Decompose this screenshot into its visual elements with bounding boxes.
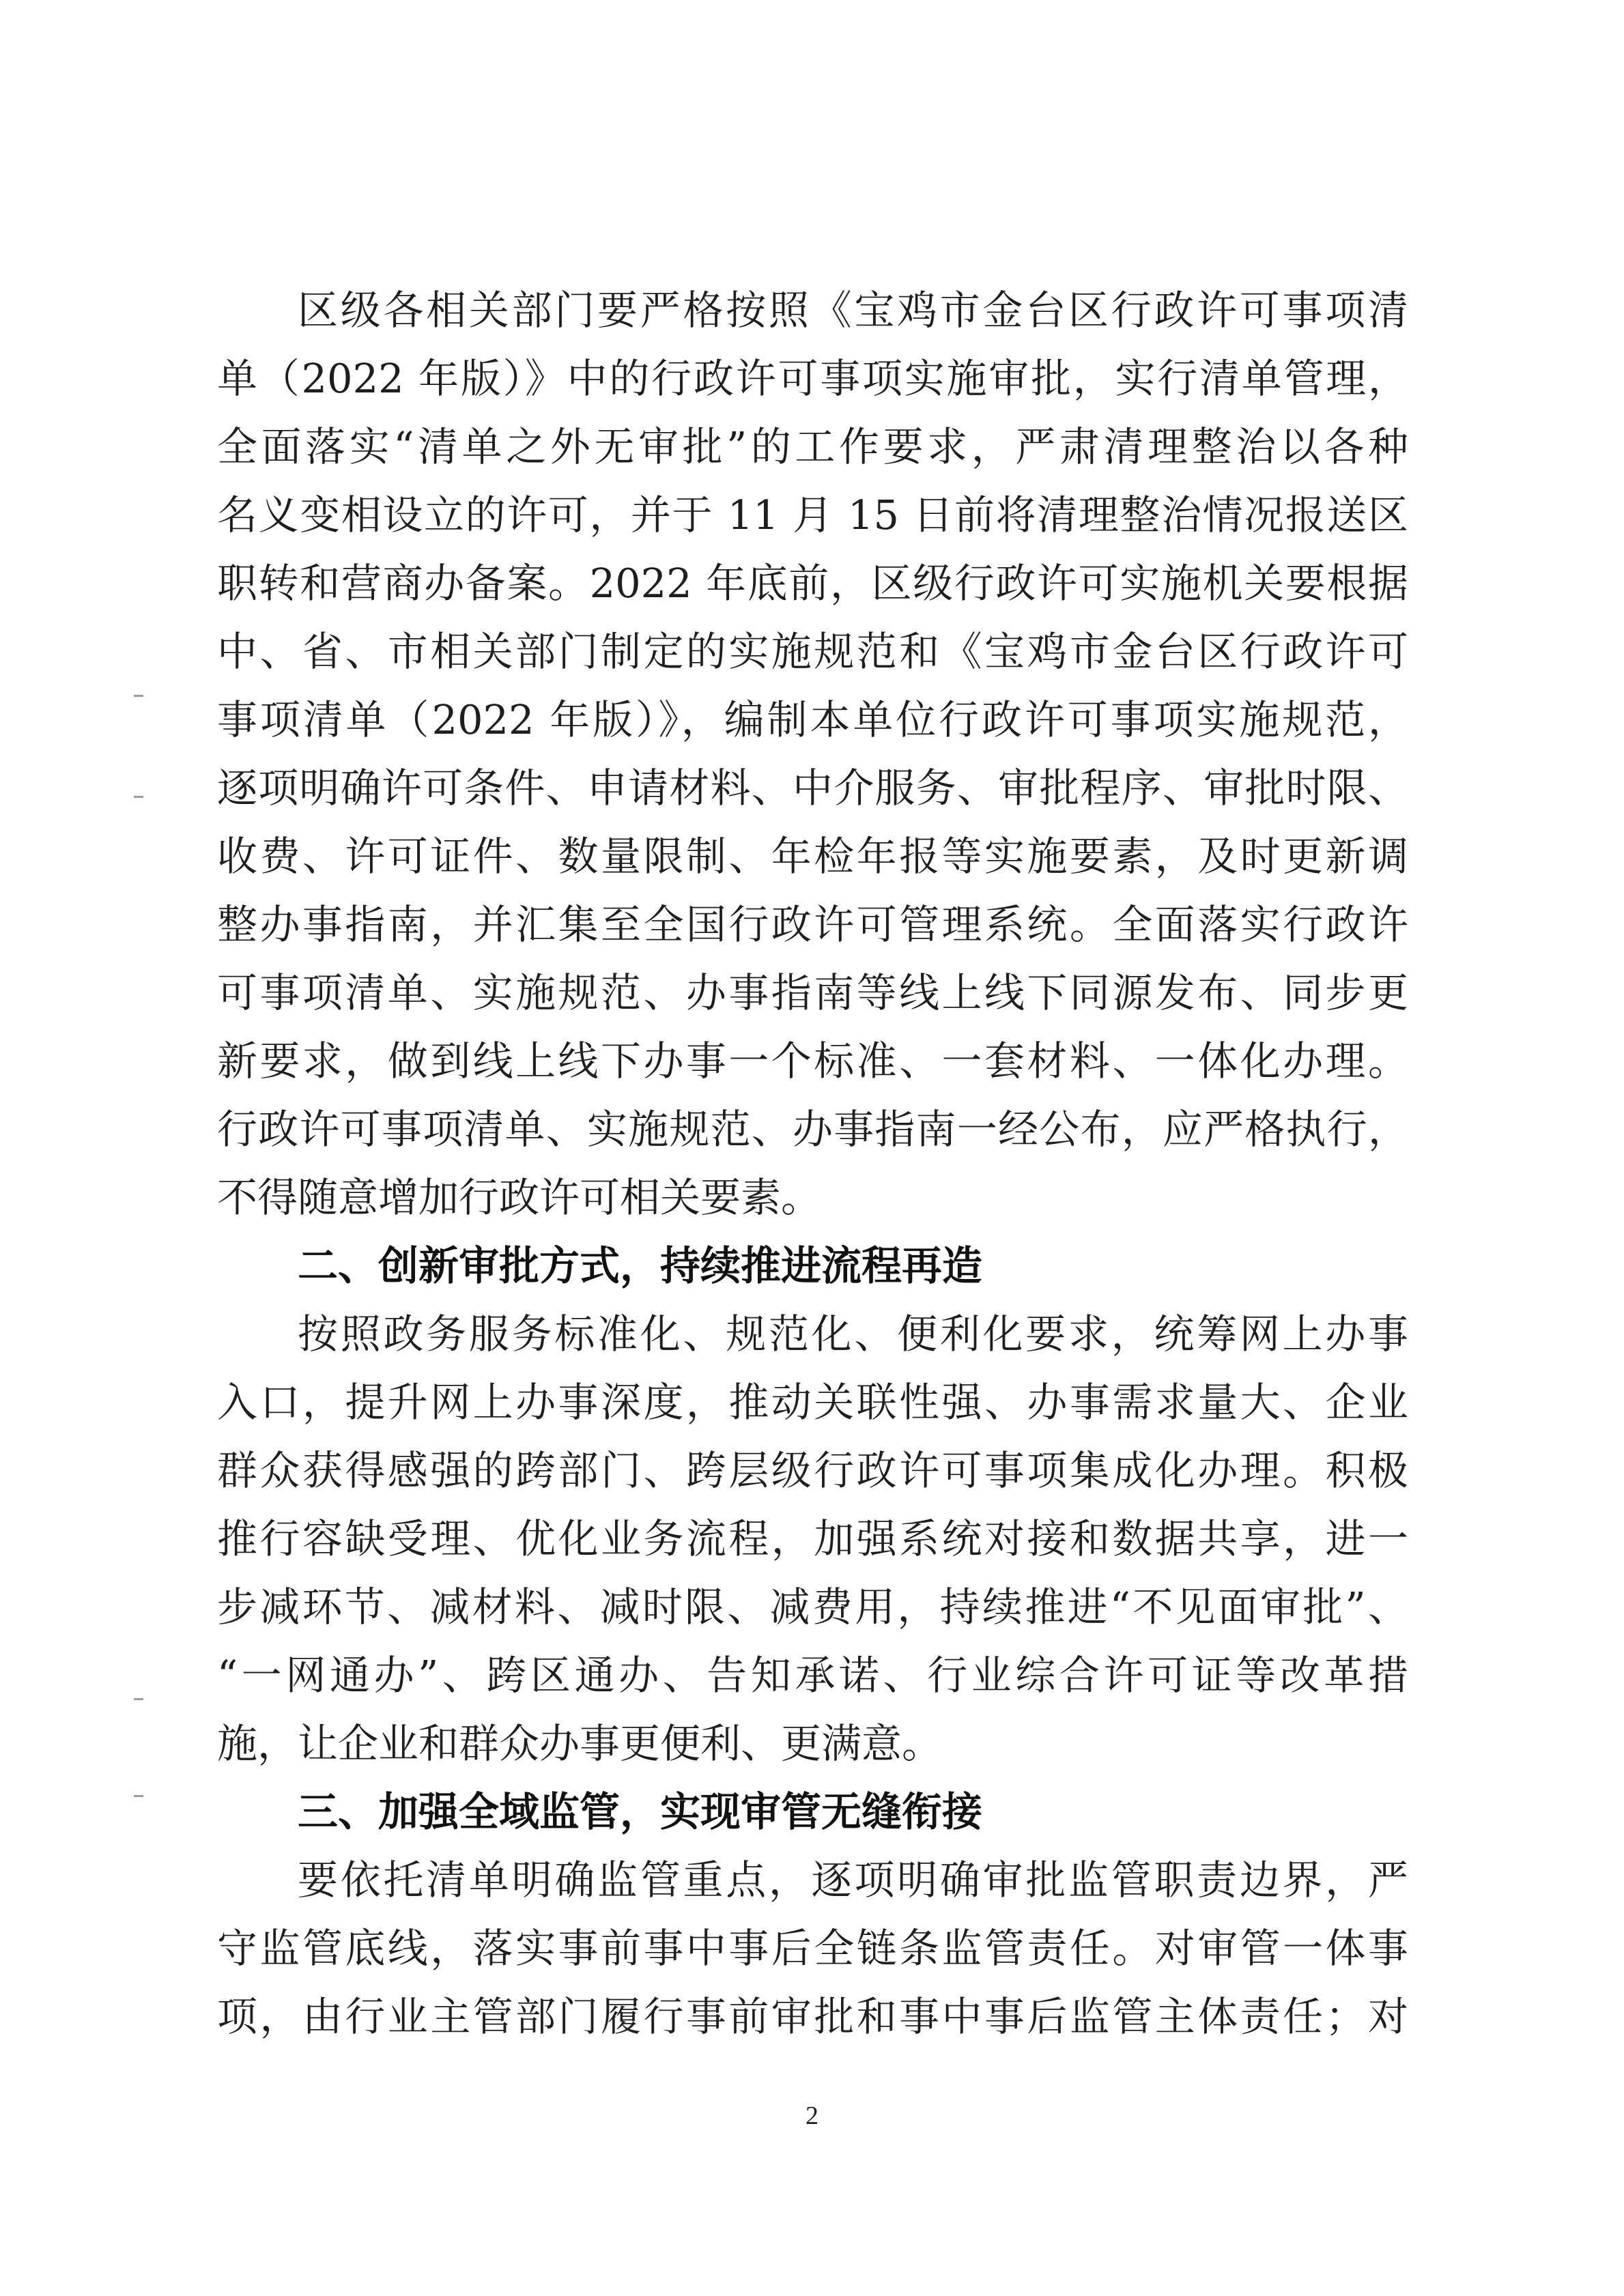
paragraph-line: 要依托清单明确监管重点，逐项明确审批监管职责边界，严 (298, 1856, 1408, 1904)
scan-mark (134, 1698, 143, 1700)
paragraph-line: 入口，提升网上办事深度，推动关联性强、办事需求量大、企业 (217, 1379, 1408, 1426)
section-heading-2: 二、创新审批方式，持续推进流程再造 (298, 1242, 983, 1289)
paragraph-line: “一网通办”、跨区通办、告知承诺、行业综合许可证等改革措 (217, 1652, 1408, 1699)
paragraph-line: 单（2022 年版）》中的行政许可事项实施审批，实行清单管理， (217, 355, 1408, 402)
scan-mark (134, 796, 143, 798)
paragraph-line: 逐项明确许可条件、申请材料、中介服务、审批程序、审批时限、 (217, 764, 1408, 812)
paragraph-line: 名义变相设立的许可，并于 11 月 15 日前将清理整治情况报送区 (217, 491, 1408, 539)
paragraph-line: 职转和营商办备案。2022 年底前，区级行政许可实施机关要根据 (217, 560, 1408, 607)
paragraph-line: 施，让企业和群众办事更便利、更满意。 (217, 1720, 943, 1767)
paragraph-line: 不得随意增加行政许可相关要素。 (217, 1174, 822, 1221)
paragraph-line: 行政许可事项清单、实施规范、办事指南一经公布，应严格执行， (217, 1106, 1408, 1153)
paragraph-line: 整办事指南，并汇集至全国行政许可管理系统。全面落实行政许 (217, 901, 1408, 948)
paragraph-line: 区级各相关部门要严格按照《宝鸡市金台区行政许可事项清 (298, 287, 1408, 334)
paragraph-line: 项，由行业主管部门履行事前审批和事中事后监管主体责任；对 (217, 1993, 1408, 2040)
paragraph-line: 全面落实“清单之外无审批”的工作要求，严肃清理整治以各种 (217, 423, 1408, 470)
paragraph-line: 事项清单（2022 年版）》，编制本单位行政许可事项实施规范， (217, 696, 1408, 743)
paragraph-line: 推行容缺受理、优化业务流程，加强系统对接和数据共享，进一 (217, 1515, 1408, 1562)
scan-mark (134, 695, 143, 697)
section-heading-3: 三、加强全域监管，实现审管无缝衔接 (298, 1788, 983, 1835)
paragraph-line: 步减环节、减材料、减时限、减费用，持续推进“不见面审批”、 (217, 1583, 1408, 1631)
scan-mark (134, 1795, 143, 1797)
paragraph-line: 中、省、市相关部门制定的实施规范和《宝鸡市金台区行政许可 (217, 628, 1408, 675)
page-number: 2 (806, 2101, 818, 2130)
paragraph-line: 可事项清单、实施规范、办事指南等线上线下同源发布、同步更 (217, 969, 1408, 1016)
paragraph-line: 守监管底线，落实事前事中事后全链条监管责任。对审管一体事 (217, 1925, 1408, 1972)
paragraph-line: 新要求，做到线上线下办事一个标准、一套材料、一体化办理。 (217, 1037, 1408, 1085)
paragraph-line: 按照政务服务标准化、规范化、便利化要求，统筹网上办事 (298, 1310, 1408, 1358)
paragraph-line: 收费、许可证件、数量限制、年检年报等实施要素，及时更新调 (217, 833, 1408, 880)
paragraph-line: 群众获得感强的跨部门、跨层级行政许可事项集成化办理。积极 (217, 1447, 1408, 1494)
